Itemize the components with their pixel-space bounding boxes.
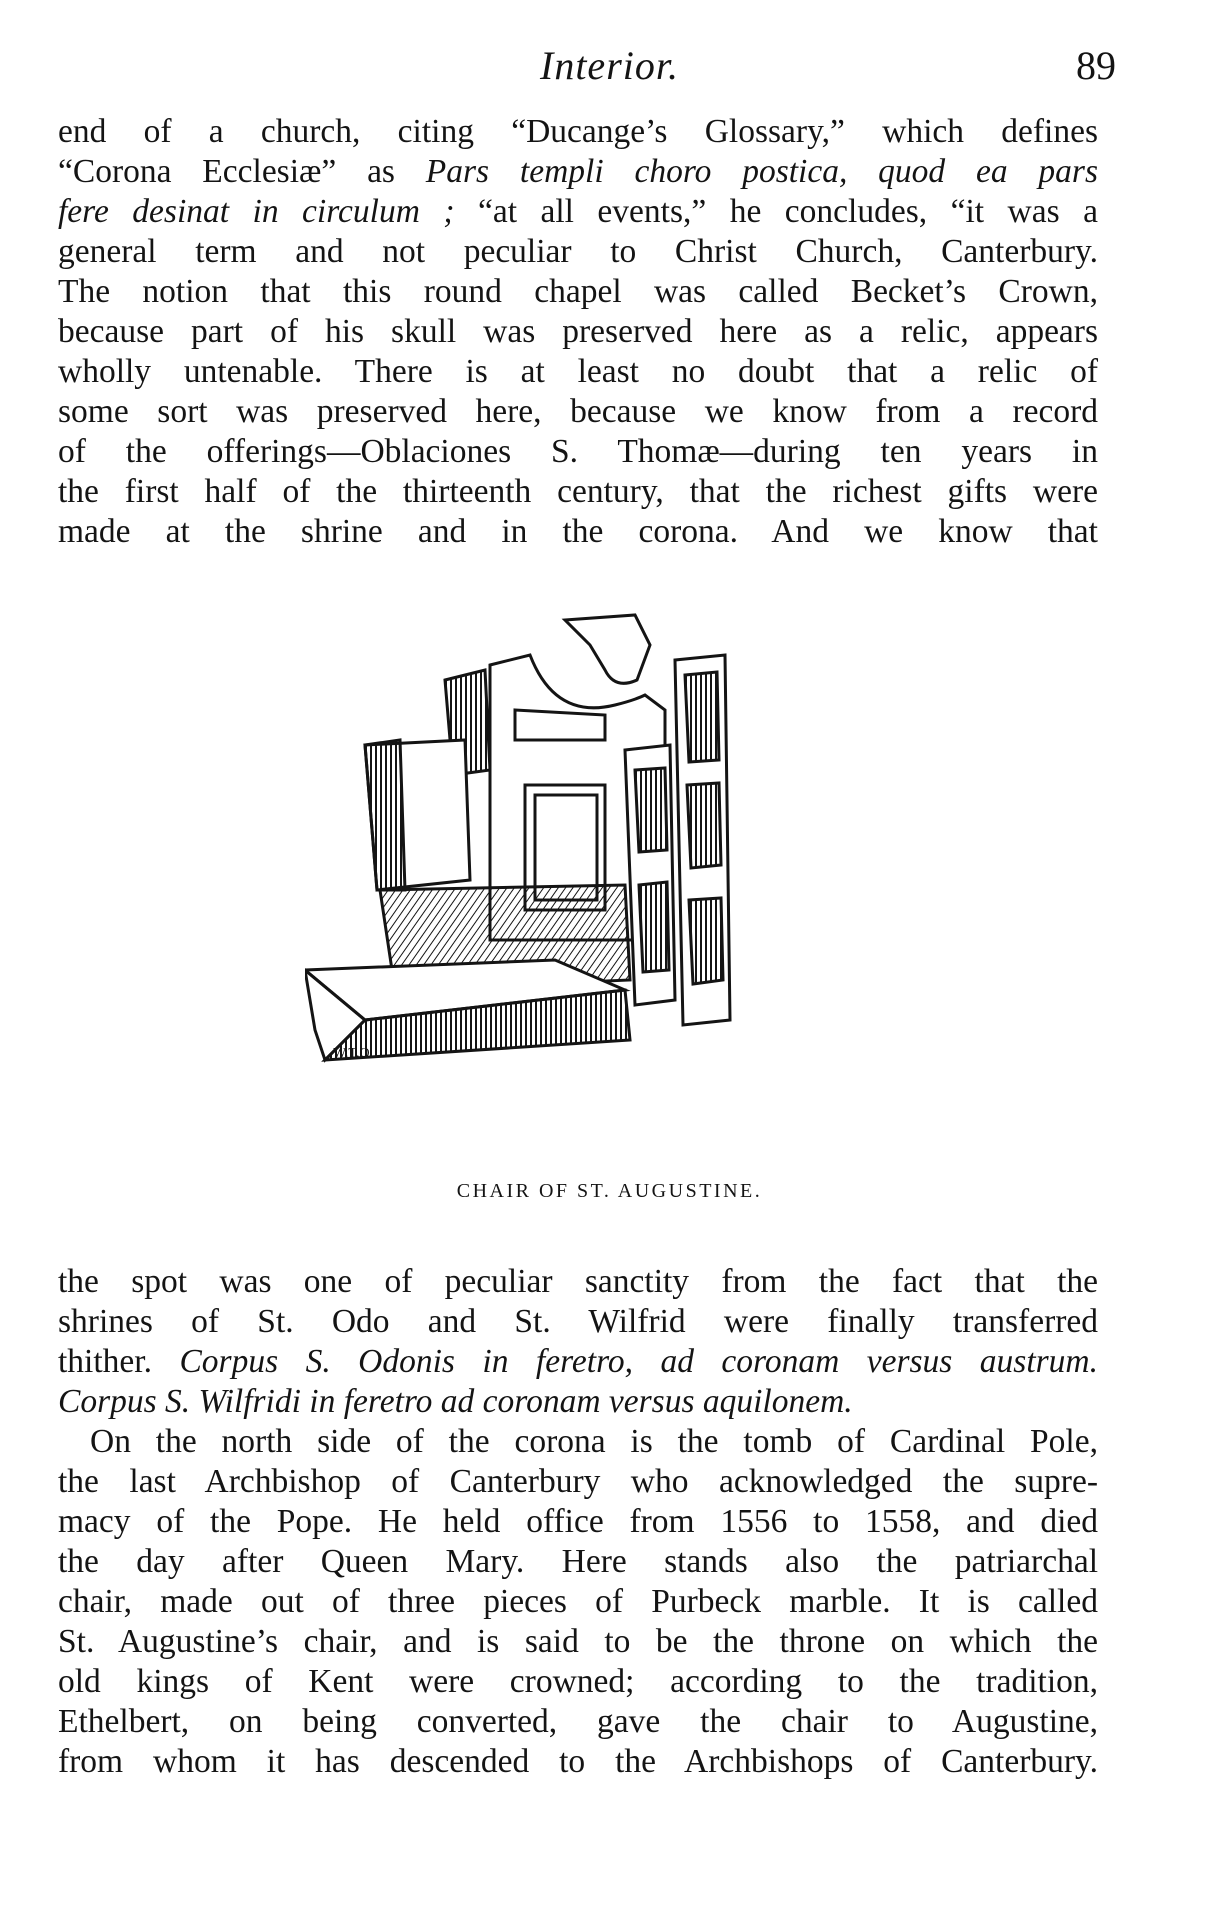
chair-of-st-augustine-engraving [305, 600, 865, 1160]
running-title: Interior. [540, 43, 679, 88]
text-line: made at the shrine and in the corona. And we know that [58, 513, 1098, 550]
paragraph-3 [58, 1422, 1098, 1782]
paragraph-2 [58, 1262, 1098, 1422]
text-line: from whom it has descended to the Archbishops of Canterbury. [58, 1743, 1098, 1780]
text-line: the last Archbishop of Canterbury who acknowledged the supre- [58, 1463, 1098, 1500]
text-line: macy of the Pope. He held office from 1556 to 1558, and died [58, 1503, 1098, 1540]
paragraph-1 [58, 112, 1098, 552]
engraver-signature: W.T.O [333, 1046, 370, 1061]
running-head [0, 42, 1219, 92]
text-line: the day after Queen Mary. Here stands also the patriarchal [58, 1543, 1098, 1580]
text-line: fere desinat in circulum ; “at all events,” he concludes, “it was a [58, 193, 1098, 230]
text-line: of the offerings—Oblaciones S. Thomæ—during ten years in [58, 433, 1098, 470]
text-line: end of a church, citing “Ducange’s Glossary,” which defines [58, 113, 1098, 150]
text-line: the first half of the thirteenth century, that the richest gifts were [58, 473, 1098, 510]
text-line: some sort was preserved here, because we know from a record [58, 393, 1098, 430]
text-line: Corpus S. Wilfridi in feretro ad coronam versus aquilonem. [58, 1383, 853, 1420]
text-line: old kings of Kent were crowned; according to the tradition, [58, 1663, 1098, 1700]
text-line: the spot was one of peculiar sanctity from the fact that the [58, 1263, 1098, 1300]
chair-illustration [305, 600, 865, 1160]
text-line: St. Augustine’s chair, and is said to be the throne on which the [58, 1623, 1098, 1660]
page-number: 89 [1076, 43, 1116, 88]
text-line: because part of his skull was preserved here as a relic, appears [58, 313, 1098, 350]
text-line: On the north side of the corona is the tomb of Cardinal Pole, [90, 1423, 1098, 1460]
text-line: shrines of St. Odo and St. Wilfrid were finally transferred [58, 1303, 1098, 1340]
text-line: Ethelbert, on being converted, gave the chair to Augustine, [58, 1703, 1098, 1740]
text-line: thither. Corpus S. Odonis in feretro, ad coronam versus austrum. [58, 1343, 1098, 1380]
text-line: wholly untenable. There is at least no doubt that a relic of [58, 353, 1098, 390]
figure-caption: CHAIR OF ST. AUGUSTINE. [456, 1180, 763, 1202]
text-line: chair, made out of three pieces of Purbeck marble. It is called [58, 1583, 1098, 1620]
text-line: “Corona Ecclesiæ” as Pars templi choro postica, quod ea pars [58, 153, 1098, 190]
text-line: general term and not peculiar to Christ Church, Canterbury. [58, 233, 1098, 270]
text-line: The notion that this round chapel was called Becket’s Crown, [58, 273, 1098, 310]
